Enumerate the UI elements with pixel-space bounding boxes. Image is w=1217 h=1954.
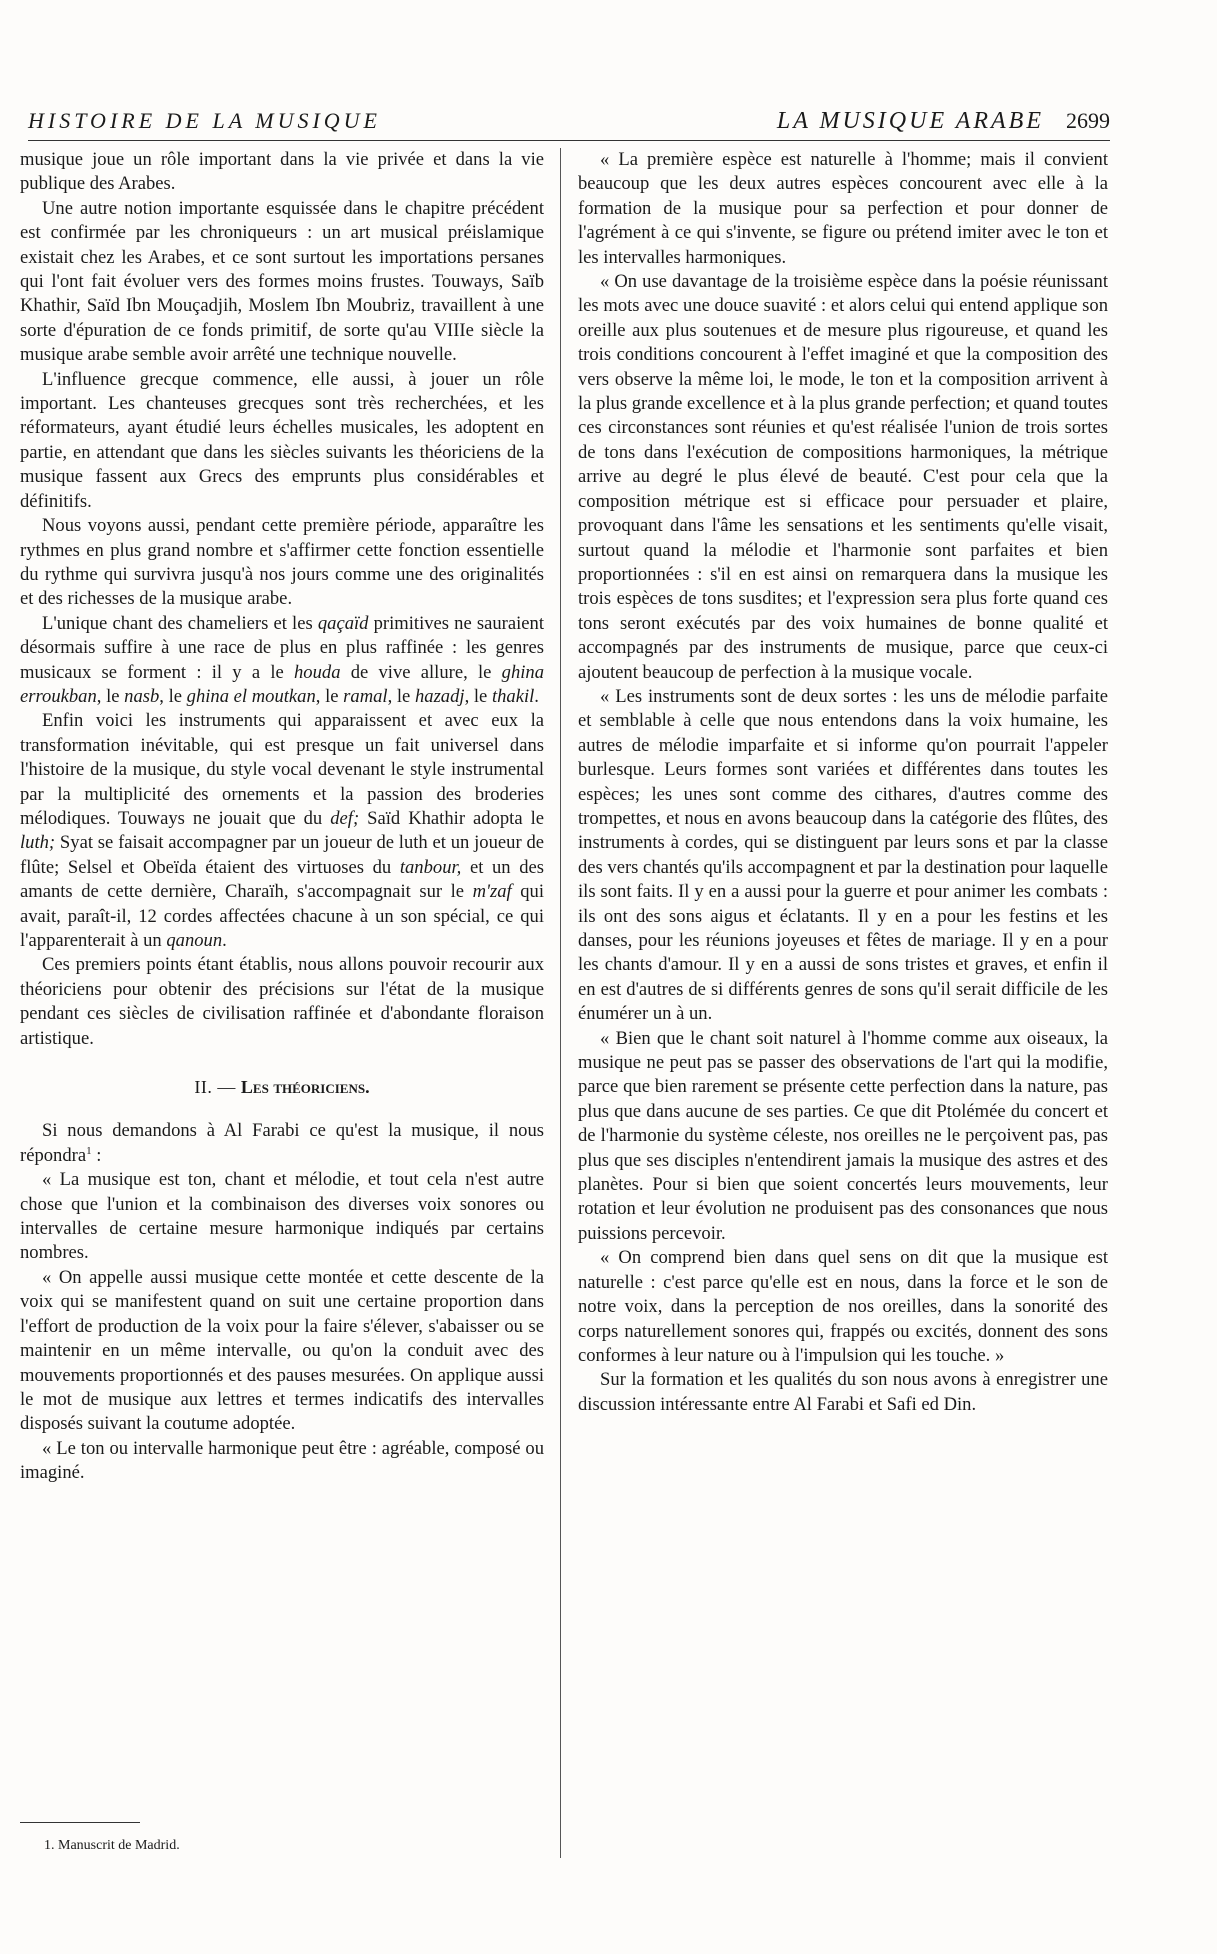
term-qanoun: qanoun [166, 930, 223, 951]
header-right [777, 108, 1110, 135]
text-run: , le [159, 685, 187, 707]
text-run: , le [96, 685, 125, 707]
paragraph: « Les instruments sont de deux sortes : les uns de mélodie parfaite et semblable à celle que nous entendons dans la voix humaine, les autres de mélodie imparfaite et si informe qu'on pourrait l'appeler burlesque. Leurs formes sont variées et différentes dans toutes les espèces; les unes sont comme des cithares, d'autres comme des trompettes, et nous en avons beaucoup dans la catégorie des flûtes, des instruments à cordes, qui se distinguent par leurs sons et par la classe des vers chantés qu'ils accompagnent et par la destination pour laquelle ils sont faits. Il y en a aussi pour la guerre et pour animer les combats : ils ont des sons aigus et éclatants. Il y en a pour les festins et les danses, pour les réunions joyeuses et fêtes de mariage. Il y en a pour les chants d'amour. Il y en a aussi de sons tristes et graves, et enfin il en est d'autres de si différents genres de sons qu'il serait difficile de les énumérer un à un. [578, 685, 1108, 1025]
text-run: L'unique chant des chameliers et les [42, 612, 318, 634]
term-qacaid: qaçaïd [317, 612, 369, 634]
text-run: : [91, 1144, 102, 1166]
paragraph: Ces premiers points étant établis, nous allons pouvoir recourir aux théoriciens pour obtenir des précisions sur l'état de la musique pendant ces siècles de civilisation raffinée et d'abondante floraison artistique. [20, 954, 544, 1049]
text-run: Enfin voici les instruments qui apparaissent et avec eux la transformation inévitable, qui est presque un fait universel dans l'histoire de la musique, du style vocal devenant le style instrumental par la multiplicité des ornements et la passion des broderies mélodiques. Touways ne jouait que du [20, 710, 544, 829]
footnote-marker: 1 [86, 1144, 92, 1157]
paragraph: musique joue un rôle important dans la vie privée et dans la vie publique des Arabes. [20, 149, 544, 195]
header-rule [28, 140, 1110, 141]
right-column [578, 148, 1108, 1417]
text-run: Saïd Khathir adopta le [359, 807, 544, 829]
footnote: 1. Manuscrit de Madrid. [44, 1838, 180, 1853]
column-divider [560, 148, 561, 1858]
text-run: , le [464, 685, 492, 707]
text-run: , le [387, 685, 415, 707]
term-houda: houda [294, 661, 341, 683]
text-run: Syat se faisait accompagner par un joueur de luth et un joueur de flûte; Selsel et Obeïda étaient des virtuoses du [20, 832, 544, 878]
text-run: . [222, 930, 227, 951]
header-left-title: HISTOIRE DE LA MUSIQUE [28, 108, 381, 133]
text-run: de vive allure, le [340, 661, 502, 683]
running-header [28, 108, 1110, 136]
paragraph [20, 1119, 544, 1168]
paragraph-instruments [20, 709, 544, 953]
left-column [20, 148, 544, 1486]
text-run: primitives ne sauraient désormais suffire à une race de plus en plus raffinée : les genres musicaux se forment : il y a le [20, 612, 544, 683]
text-run: et un des amants de cette dernière, Charaïh, s'accompagnait sur le [20, 856, 544, 903]
section-heading [20, 1075, 544, 1099]
paragraph: « Bien que le chant soit naturel à l'homme comme aux oiseaux, la musique ne peut pas se passer des observations de l'art qui la modifie, parce que bien rarement se présente cette perfection dans la nature, pas plus que dans aucune de ses parties. Ce que dit Ptolémée du concert et de l'harmonie du système céleste, nos oreilles ne le perçoivent pas, pas plus que ses disciples n'entendirent jamais la musique des astres et des planètes. Pour si bien que soient concertés leurs mouvements, leur rotation et leur évolution ne produisent pas des consonances que nous puissions percevoir. [578, 1027, 1108, 1244]
paragraph: Nous voyons aussi, pendant cette première période, apparaître les rythmes en plus grand nombre et s'affirmer cette fonction essentielle du rythme qui survivra jusqu'à nos jours comme une des originalités et des richesses de la musique arabe. [20, 515, 544, 610]
term-tanbour: tanbour, [399, 856, 462, 878]
term-thakil: thakil [491, 685, 535, 707]
footnote-rule [20, 1822, 140, 1823]
text-run: . [534, 685, 539, 707]
paragraph: « La musique est ton, chant et mélodie, et tout cela n'est autre chose que l'union et la combinaison des diverses voix sonores ou intervalles de certaine mesure harmonique indiqués par certains nombres. [20, 1169, 544, 1264]
text-run: Si nous demandons à Al Farabi ce qu'est la musique, il nous répondra [20, 1120, 544, 1166]
term-nasb: nasb [124, 685, 160, 707]
term-mzaf: m'zaf [472, 881, 512, 903]
paragraph: Sur la formation et les qualités du son nous avons à enregistrer une discussion intéressante entre Al Farabi et Safi ed Din. [578, 1369, 1108, 1415]
paragraph: « On appelle aussi musique cette montée et cette descente de la voix qui se manifestent quand on suit une certaine proportion dans l'effort de production de la voix pour la faire s'élever, s'abaisser ou se maintenir en un même intervalle, ou qu'on la conduit avec des mouvements proportionnés et des pauses mesurées. On applique aussi le mot de musique aux lettres et termes indicatifs des intervalles disposés suivant la coutume adoptée. [20, 1266, 544, 1435]
term-ramal: ramal [343, 685, 388, 707]
paragraph-musical-genres [20, 612, 544, 710]
term-ghina-erroukban: ghina erroukban [20, 661, 544, 707]
term-ghina-el-moutkan: ghina el moutkan [186, 685, 316, 707]
paragraph: Une autre notion importante esquissée dans le chapitre précédent est confirmée par les chroniqueurs : un art musical préislamique existait chez les Arabes, et ce sont surtout les importations persanes qui l'ont fait évoluer vers des formes moins frustes. Touways, Saïb Khathir, Saïd Ibn Mouçadjih, Moslem Ibn Moubriz, travaillent à une sorte d'épuration de ce fonds primitif, de sorte qu'au VIIIe siècle la musique arabe semble avoir arrêté une technique nouvelle. [20, 197, 544, 366]
section-title: Les théoriciens. [240, 1077, 370, 1098]
section-number: II. — [194, 1077, 241, 1098]
paragraph: « On comprend bien dans quel sens on dit que la musique est naturelle : c'est parce qu'elle est en nous, dans la force et le son de notre voix, dans la perception de nos oreilles, dans la sonorité des corps naturellement sonores qui, frappés ou excités, donnent des sons conformes à leur nature ou à l'impulsion qui les touche. » [578, 1247, 1108, 1366]
paragraph: L'influence grecque commence, elle aussi, à jouer un rôle important. Les chanteuses grecques sont très recherchées, et les réformateurs, ayant étudié leurs échelles musicales, les adoptent en partie, en attendant que dans les siècles suivants les théoriciens de la musique fassent aux Grecs des emprunts plus considérables et définitifs. [20, 368, 544, 512]
paragraph: « La première espèce est naturelle à l'homme; mais il convient beaucoup que les deux autres espèces concourent avec elle à la formation de la musique pour sa perfection et pour donner de l'agrément à ce qui s'invente, se figure ou prétend imiter avec le ton et les intervalles harmoniques. [578, 149, 1108, 268]
text-run: , le [315, 685, 344, 707]
header-right-title: LA MUSIQUE ARABE [776, 108, 1044, 134]
text-run: qui avait, paraît-il, 12 cordes affectées chacune à un son spécial, ce qui l'apparenterait à un [20, 881, 544, 951]
paragraph: « Le ton ou intervalle harmonique peut être : agréable, composé ou imaginé. [20, 1437, 544, 1484]
page-number: 2699 [1066, 108, 1110, 133]
term-def: def; [330, 807, 360, 829]
term-luth: luth; [20, 832, 56, 854]
term-hazadj: hazadj [414, 685, 465, 707]
paragraph: « On use davantage de la troisième espèce dans la poésie réunissant les mots avec une douce suavité : et alors celui qui entend applique son oreille aux plus soutenues et de mesure plus rigoureuse, et quand les trois conditions concourent à l'effet imaginé et que la composition des vers observe la même loi, le mode, le ton et la composition arrivent à la plus grande excellence et à la plus grande perfection; et quand toutes ces circonstances sont réunies et qu'est réalisée l'union de trois sortes de tons dans l'exécution de compositions harmoniques, la métrique arrive au degré le plus élevé de beauté. C'est pour cela que la composition métrique est si efficace pour persuader et plaire, provoquant dans l'âme les sensations et les sentiments qu'elle visait, surtout quand la mélodie et l'harmonie sont parfaites et bien proportionnées : s'il en est ainsi on remarquera dans la musique les trois espèces de tons susdites; et l'expression sera plus forte quand ces tons seront exécutés par des voix humaines de bonne qualité et accompagnés par des instruments de musique, parce que ceux-ci ajoutent beaucoup de perfection à la musique vocale. [578, 271, 1108, 683]
